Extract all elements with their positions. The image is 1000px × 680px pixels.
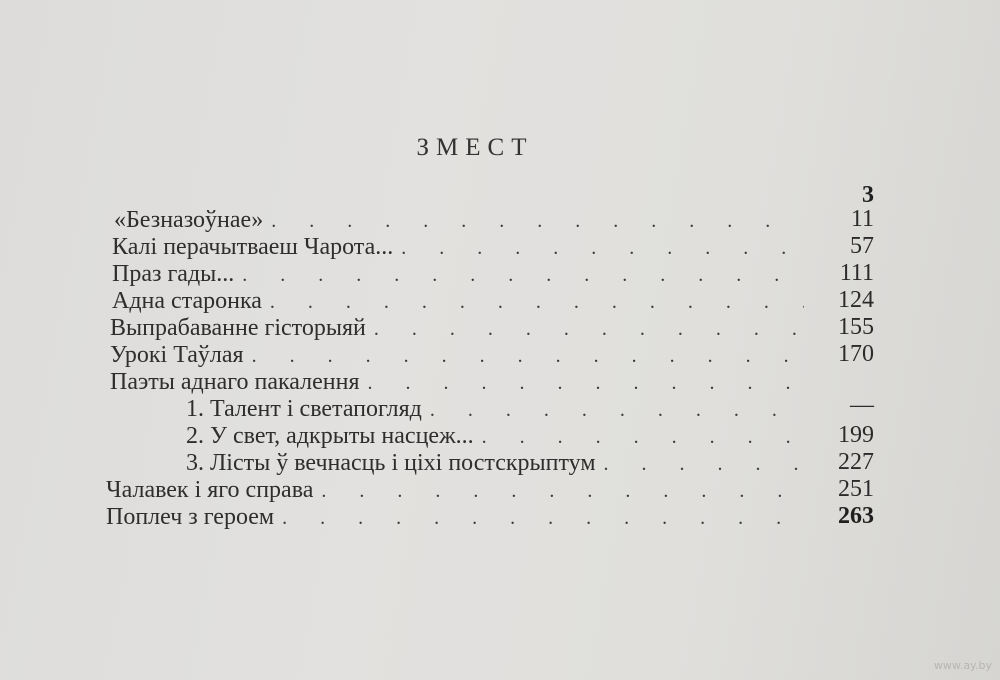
toc-subentry: 1. Талент і светапогляд . . . xyxy=(186,395,804,423)
toc-entry: Калі перачытваеш Чарота... . . . xyxy=(112,233,804,261)
toc-entry: Паэты аднаго пакалення . . . xyxy=(110,368,804,396)
toc-subentry: 2. У свет, адкрыты насцеж... . . . xyxy=(186,422,804,450)
toc-page-number: 57 xyxy=(850,233,874,259)
toc-page-number: 251 xyxy=(838,476,874,502)
toc-page-dash: — xyxy=(850,392,874,418)
toc-page-number: 263 xyxy=(838,503,874,529)
toc-entry: Праз гады... . . . xyxy=(112,260,804,288)
toc-entry: Выпрабаванне гісторыяй . . . xyxy=(110,314,804,342)
toc-page-number: 111 xyxy=(839,260,874,286)
toc-page-number: 227 xyxy=(838,449,874,475)
toc-entry: Поплеч з героем . . . xyxy=(106,503,804,531)
toc-page-number: 3 xyxy=(862,182,874,208)
toc-subentry: 3. Лісты ў вечнасць і ціхі постскрыптум . . . xyxy=(186,449,804,477)
toc-page-number: 11 xyxy=(850,206,874,232)
toc-page-number: 199 xyxy=(838,422,874,448)
toc-page-number: 124 xyxy=(838,287,874,313)
toc-entry xyxy=(106,180,786,208)
toc-entry: Урокі Таўлая . . . xyxy=(110,341,804,369)
toc-page-number: 170 xyxy=(838,341,874,367)
toc-heading: ЗМЕСТ xyxy=(416,134,534,161)
toc-entry: Адна старонка . . . xyxy=(112,287,804,315)
toc-page-number: 155 xyxy=(838,314,874,340)
toc-entry: Чалавек і яго справа . . . xyxy=(106,476,804,504)
watermark: www.ay.by xyxy=(933,659,992,672)
toc-entry: «Безназоўнае» . . . xyxy=(114,206,804,234)
